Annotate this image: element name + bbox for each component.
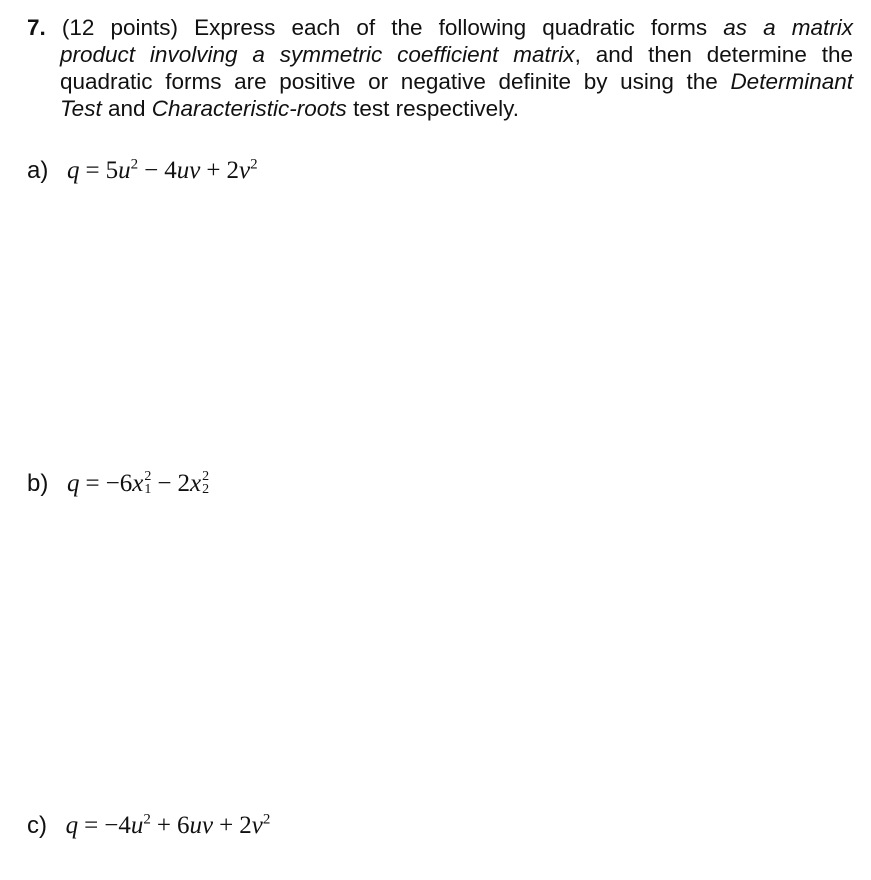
math-coef: 2 — [239, 812, 252, 839]
problem-text: and — [101, 96, 152, 121]
math-op: + — [219, 812, 234, 839]
part-b — [27, 470, 209, 498]
math-var: x — [189, 470, 202, 497]
math-var: u — [130, 812, 144, 839]
math-var: x — [132, 470, 144, 497]
question-number: 7. — [27, 15, 46, 40]
math-var: u — [118, 157, 131, 184]
problem-text-italic: product involving a symmetric coefficient matrix — [60, 42, 575, 67]
math-supsub — [144, 470, 151, 496]
math-coef: 6 — [177, 812, 190, 839]
math-var: q — [67, 157, 80, 184]
math-coef: 5 — [105, 157, 119, 184]
part-b-label: b) — [27, 470, 49, 497]
problem-text-italic: Determinant — [730, 69, 853, 94]
problem-line-1 — [27, 14, 853, 41]
math-exp: 2 — [130, 156, 139, 173]
problem-text: , and then determine the — [574, 42, 853, 67]
problem-text-italic: as a matrix — [723, 15, 853, 40]
math-exp: 2 — [202, 469, 210, 485]
math-exp: 2 — [250, 156, 258, 173]
problem-line-4 — [27, 95, 853, 122]
math-coef: −4 — [104, 812, 131, 839]
problem-line-3 — [27, 68, 853, 95]
problem-text: (12 points) Express each of the following quadratic forms — [45, 15, 724, 40]
part-a-equation — [67, 157, 258, 184]
math-var: uv — [189, 812, 214, 839]
part-b-equation — [67, 470, 209, 497]
math-op: − — [144, 157, 159, 184]
math-coef: 2 — [226, 157, 239, 184]
math-op: = — [84, 812, 99, 839]
math-op: − — [157, 470, 172, 497]
problem-text-italic: Test — [60, 96, 102, 121]
problem-text-italic: Characteristic-roots — [151, 96, 347, 121]
math-exp: 2 — [262, 811, 271, 828]
math-var: q — [67, 470, 80, 497]
math-op: = — [85, 470, 100, 497]
math-var: v — [238, 157, 251, 184]
part-a — [27, 157, 258, 185]
part-c — [27, 812, 270, 840]
math-sub: 2 — [202, 482, 210, 498]
math-var: v — [251, 812, 263, 839]
part-c-equation — [66, 812, 271, 839]
part-a-label: a) — [27, 157, 49, 184]
math-exp: 2 — [144, 469, 152, 485]
math-op: = — [85, 157, 100, 184]
math-exp: 2 — [143, 811, 151, 828]
math-var: uv — [176, 157, 201, 184]
math-coef: −6 — [105, 470, 133, 497]
part-c-label: c) — [27, 812, 47, 839]
problem-line-2 — [27, 41, 853, 68]
math-sub: 1 — [144, 482, 152, 498]
math-var: q — [65, 812, 79, 839]
problem-text: quadratic forms are positive or negative definite by using the — [60, 69, 731, 94]
math-op: + — [156, 812, 171, 839]
math-coef: 2 — [177, 470, 190, 497]
problem-statement — [27, 14, 853, 122]
problem-text: test respectively. — [346, 96, 519, 121]
math-coef: 4 — [164, 157, 177, 184]
math-op: + — [206, 157, 221, 184]
math-supsub — [202, 470, 209, 496]
